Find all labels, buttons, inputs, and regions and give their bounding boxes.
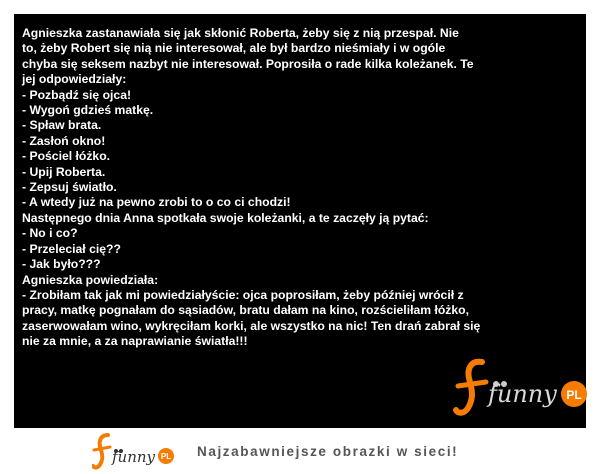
story-line: Następnego dnia Anna spotkała swoje koleżanki, a te zaczęły ją pytać: — [22, 210, 429, 225]
story-line: - Przeleciał cię?? — [22, 241, 121, 256]
story-line: nie za mnie, a za naprawianie światła!!! — [22, 334, 248, 349]
story-line: - Pozbądź się ojca! — [22, 87, 132, 102]
story-line: - Spław brata. — [22, 118, 102, 133]
footer-logo-text: funny — [112, 448, 156, 466]
story-line: - Upij Roberta. — [22, 164, 106, 179]
story-line: - Zasłoń okno! — [22, 133, 106, 148]
story-text — [22, 26, 574, 350]
story-line: - A wtedy już na pewno zrobi to o co ci chodzi! — [22, 195, 291, 210]
story-line: zaserwowałam wino, wykręciłam korki, ale wszystko na nic! Ten drań zabrał się — [22, 318, 481, 333]
footer-slogan: Najzabawniejsze obrazki w sieci! — [197, 444, 459, 459]
story-line: - Jak było??? — [22, 257, 101, 272]
story-line: chyba się seksem nazbyt nie interesował. Poprosiła o rade kilka koleżanek. Te — [22, 56, 474, 71]
watermark-badge-text: PL — [566, 388, 582, 402]
story-line: Agnieszka powiedziała: — [22, 272, 159, 287]
story-line: - Zrobiłam tak jak mi powiedziałyście: ojca poprosiłam, żeby później wrócił z — [22, 287, 464, 302]
story-panel — [14, 14, 586, 428]
funny-pl-watermark-icon — [452, 354, 592, 424]
story-line: - Wygoń gdzieś matkę. — [22, 103, 154, 118]
watermark-logo-text: funny — [488, 380, 557, 408]
funny-pl-logo-icon[interactable] — [92, 431, 176, 471]
footer-bar — [0, 428, 600, 474]
footer-badge-text: PL — [160, 452, 172, 461]
story-line: Agnieszka zastanawiała się jak skłonić Roberta, żeby się z nią przespał. Nie — [22, 26, 459, 40]
story-line: - No i co? — [22, 226, 78, 241]
story-line: to, żeby Robert się nią nie interesował, ale był bardzo nieśmiały i w ogóle — [22, 41, 446, 56]
story-line: - Zepsuj światło. — [22, 180, 117, 195]
story-line: pracy, matkę pognałam do sąsiadów, bratu dałam na kino, rozścieliłam łóżko, — [22, 303, 470, 318]
story-line: jej odpowiedziały: — [22, 72, 127, 87]
story-line: - Pościel łóżko. — [22, 149, 111, 164]
